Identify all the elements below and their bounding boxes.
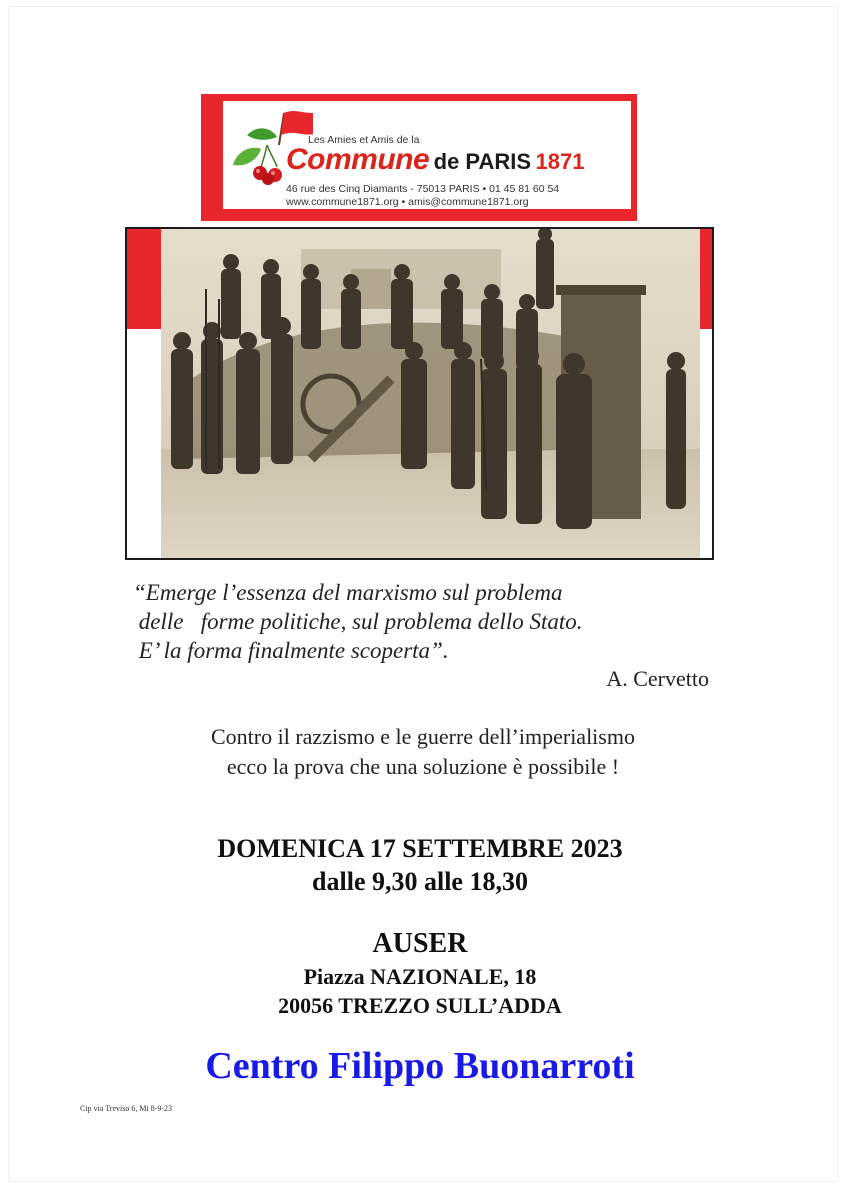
quote-author: A. Cervetto [606, 666, 709, 691]
quote-line: “Emerge l’essenza del marxismo sul problema [133, 580, 563, 605]
venue-street: Piazza NAZIONALE, 18 [303, 964, 537, 989]
quote-line: delle forme politiche, sul problema dello Stato. [133, 609, 583, 634]
message-line: Contro il razzismo e le guerre dell’imperialismo [211, 724, 635, 749]
logo-title-main: Commune [286, 143, 430, 176]
venue-address [0, 962, 840, 1020]
venue-name: AUSER [372, 928, 468, 959]
historical-photo-icon [161, 229, 700, 558]
event-date: DOMENICA 17 SETTEMBRE 2023 [217, 834, 623, 863]
event-block [0, 832, 840, 898]
venue-city: 20056 TREZZO SULL’ADDA [278, 993, 562, 1018]
organizer-name: Centro Filippo Buonarroti [205, 1045, 635, 1087]
logo-address: 46 rue des Cinq Diamants - 75013 PARIS • 01 45 81 60 54 [286, 183, 560, 195]
event-time: dalle 9,30 alle 18,30 [312, 867, 528, 896]
red-accent-left [127, 229, 163, 329]
logo-panel [223, 101, 631, 209]
logo-website: www.commune1871.org • amis@commune1871.org [286, 196, 529, 208]
quote-line: E’ la forma finalmente scoperta”. [133, 638, 449, 663]
logo-title-de: de PARIS [433, 149, 532, 174]
logo-title-year: 1871 [535, 149, 585, 174]
message-block [0, 722, 846, 782]
historical-photo-frame [125, 227, 714, 560]
message-line: ecco la prova che una soluzione è possibile ! [226, 754, 620, 779]
quote-block [133, 578, 583, 665]
logo-banner [201, 94, 637, 221]
logo-title [286, 143, 584, 177]
logo-tagline: Les Amies et Amis de la [308, 134, 420, 146]
footnote: Cip via Treviso 6, Mi 8-9-23 [80, 1104, 173, 1113]
